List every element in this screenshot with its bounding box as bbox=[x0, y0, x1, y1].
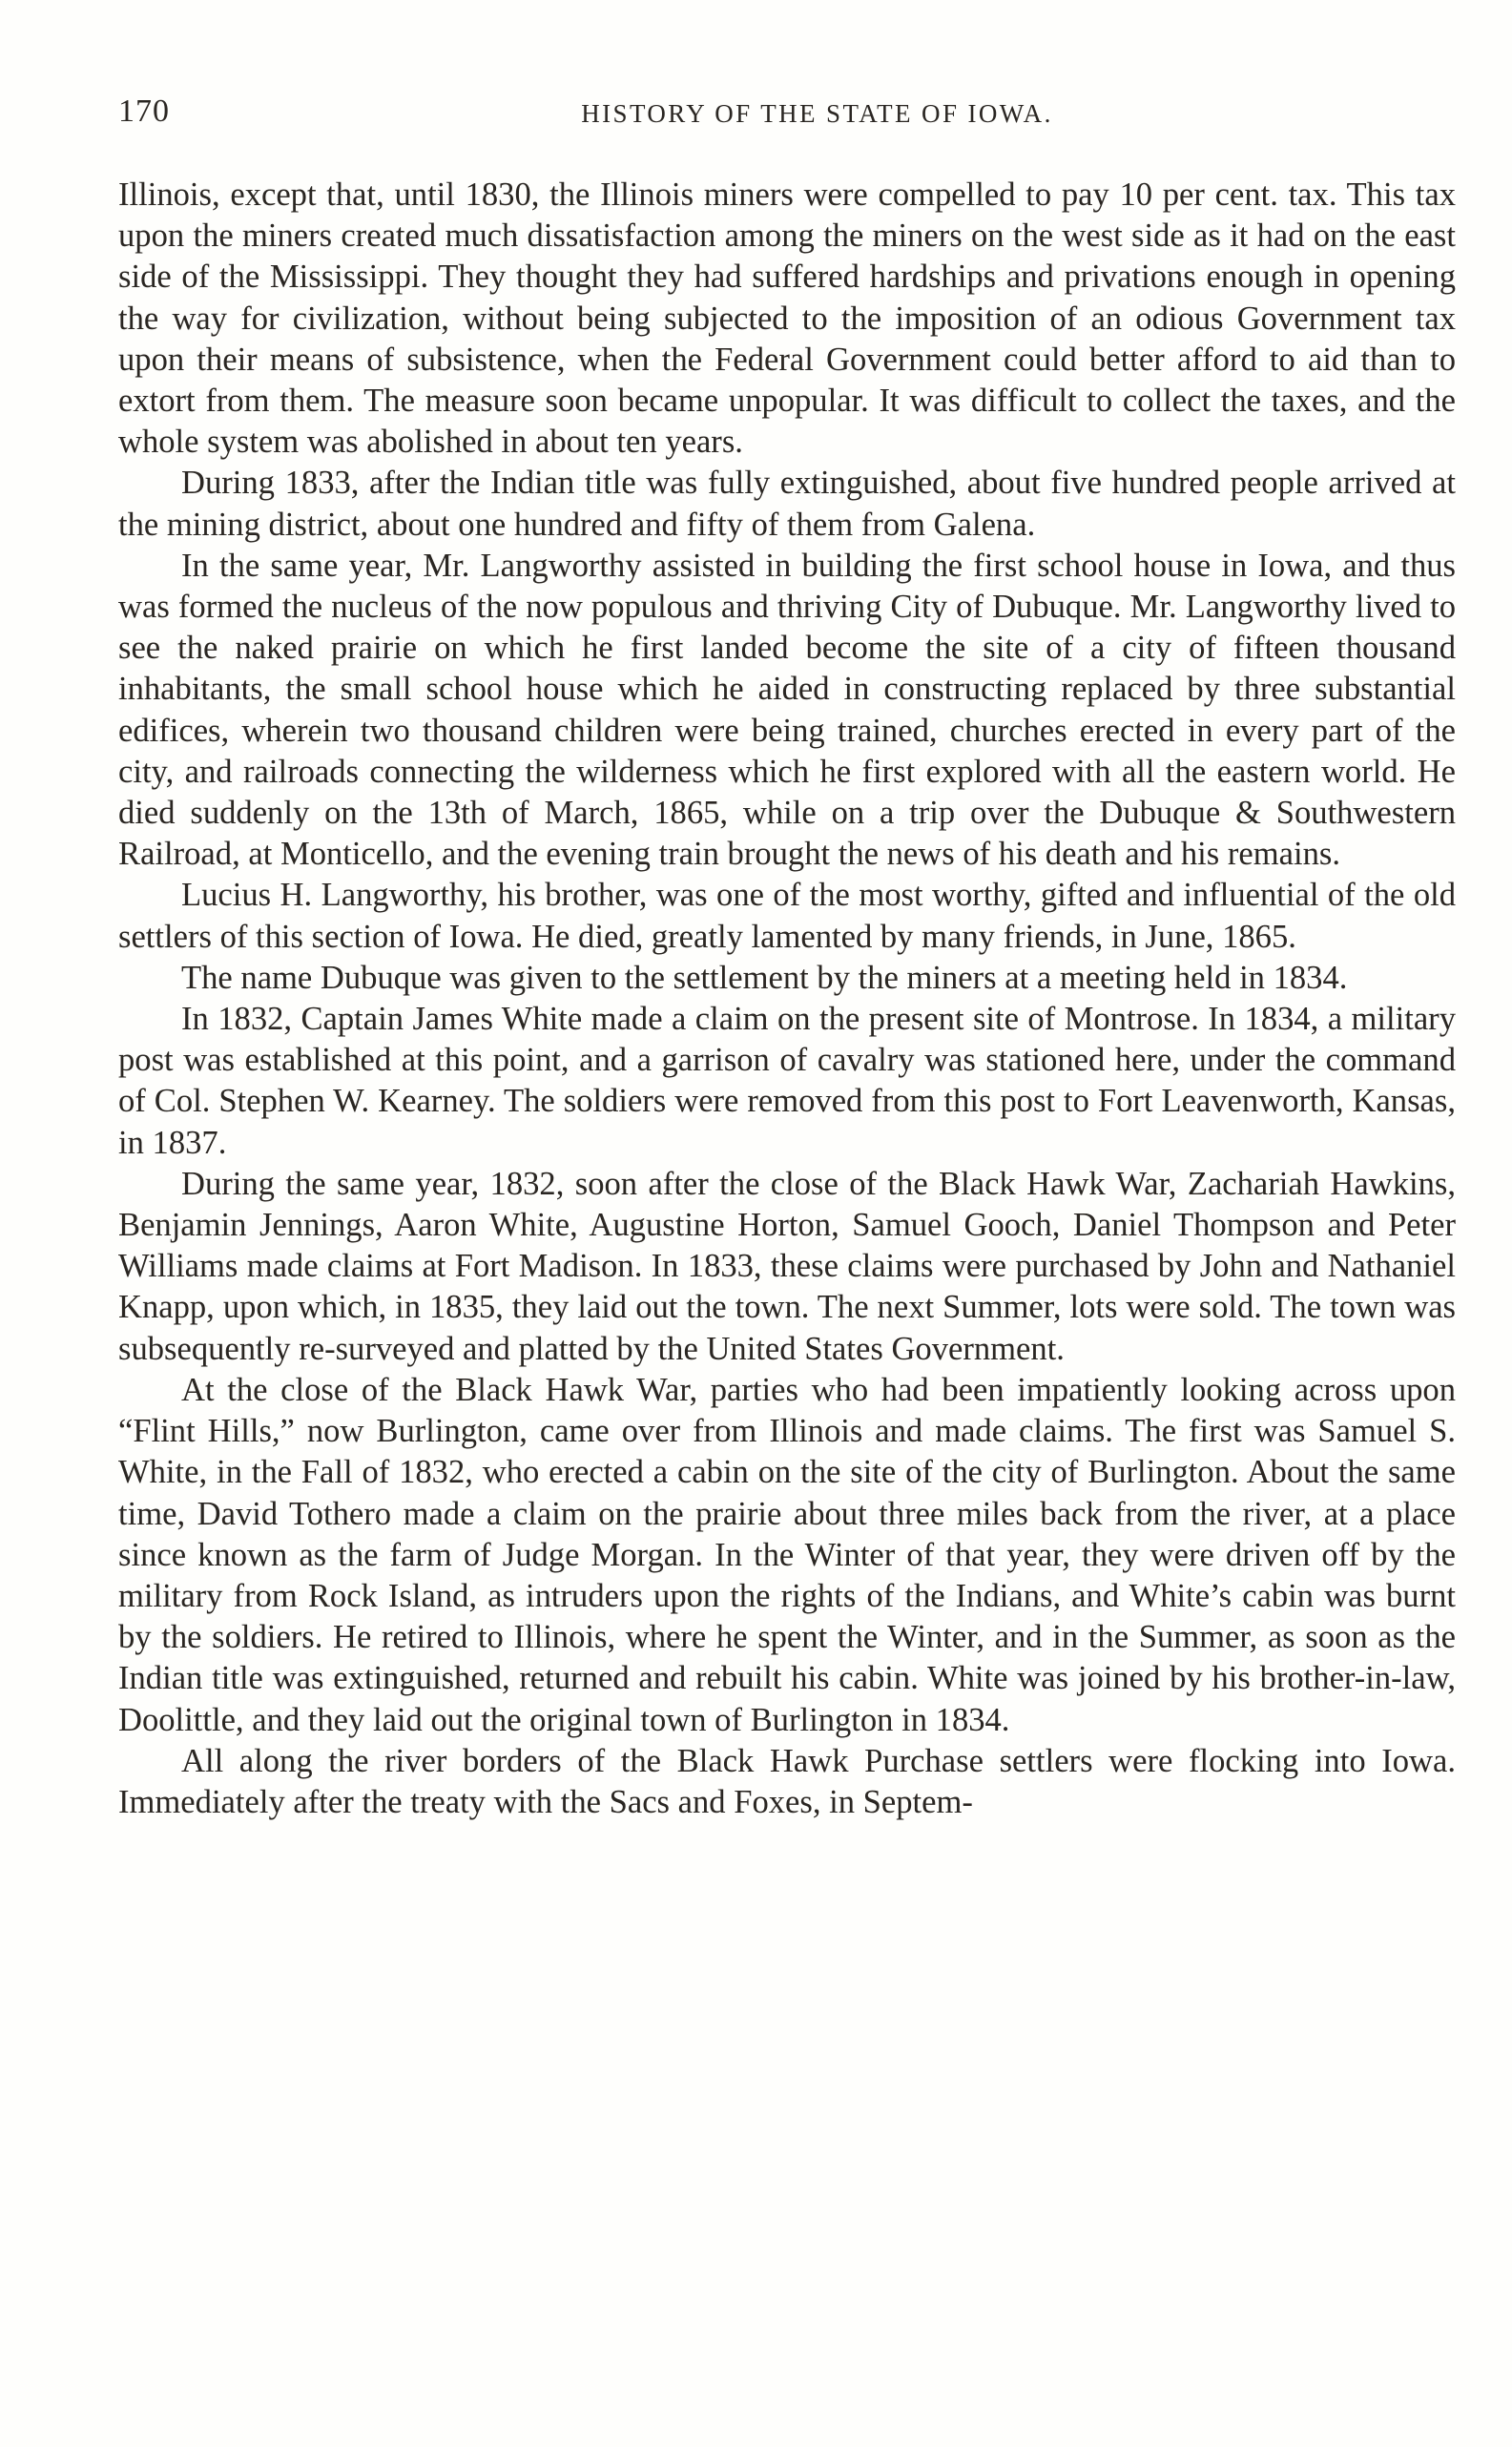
paragraph: In the same year, Mr. Langworthy assisted in building the first school house in Iowa, and thus was formed the nucleus of the now populous and thriving City of Dubuque. Mr. Langworthy lived to see the naked prairie on which he first landed become the site of a city of fifteen thousand inhabitants, the small school house which he aided in constructing replaced by three substantial edifices, wherein two thousand children were being trained, churches erected in every part of the city, and railroads connecting the wilderness which he first explored with all the eastern world. He died suddenly on the 13th of March, 1865, while on a trip over the Dubuque & Southwestern Railroad, at Monticello, and the evening train brought the news of his death and his remains. bbox=[118, 547, 1456, 873]
paragraph: During 1833, after the Indian title was fully extinguished, about five hundred people arrived at the mining district, about one hundred and fifty of them from Galena. bbox=[118, 465, 1456, 543]
paragraph-continued: Illinois, except that, until 1830, the Illinois miners were compelled to pay 10 per cent. tax. This tax upon the miners created much dissatisfaction among the miners on the west side as it had on the east side of the Mississippi. They thought they had suffered hardships and privations enough in opening the way for civilization, without being subjected to the imposition of an odious Government tax upon their means of subsistence, when the Federal Government could better afford to aid than to extort from them. The measure soon became unpopular. It was difficult to collect the taxes, and the whole system was abolished in about ten years. bbox=[118, 176, 1456, 461]
paragraph: At the close of the Black Hawk War, parties who had been impatiently looking across upon “Flint Hills,” now Burlington, came over from Illinois and made claims. The first was Samuel S. White, in the Fall of 1832, who erected a cabin on the site of the city of Burlington. About the same time, David Tothero made a claim on the prairie about three miles back from the river, at a place since known as the farm of Judge Morgan. In the Winter of that year, they were driven off by the military from Rock Island, as intruders upon the rights of the Indians, and White’s cabin was burnt by the soldiers. He retired to Illinois, where he spent the Winter, and in the Summer, as soon as the Indian title was extinguished, returned and rebuilt his cabin. White was joined by his brother-in-law, Doolittle, and they laid out the original town of Burlington in 1834. bbox=[118, 1371, 1456, 1738]
paragraph: All along the river borders of the Black Hawk Purchase settlers were flocking into Iowa. Immediately after the treaty with the Sacs and Foxes, in Septem- bbox=[118, 1742, 1456, 1820]
paragraph: During the same year, 1832, soon after the close of the Black Hawk War, Zachariah Hawkins, Benjamin Jennings, Aaron White, Augustine Horton, Samuel Gooch, Daniel Thompson and Peter Williams made claims at Fort Madison. In 1833, these claims were purchased by John and Nathaniel Knapp, upon which, in 1835, they laid out the town. The next Summer, lots were sold. The town was subsequently re-surveyed and platted by the United States Government. bbox=[118, 1165, 1456, 1367]
page-number: 170 bbox=[118, 93, 170, 129]
running-title: HISTORY OF THE STATE OF IOWA. bbox=[581, 99, 1053, 128]
running-head bbox=[118, 93, 1459, 141]
paragraph: Lucius H. Langworthy, his brother, was one of the most worthy, gifted and influential of the old settlers of this section of Iowa. He died, greatly lamented by many friends, in June, 1865. bbox=[118, 877, 1456, 955]
body-text bbox=[118, 175, 1456, 1823]
paragraph: In 1832, Captain James White made a claim on the present site of Montrose. In 1834, a military post was established at this point, and a garrison of cavalry was stationed here, under the command of Col. Stephen W. Kearney. The soldiers were removed from this post to Fort Leavenworth, Kansas, in 1837. bbox=[118, 1001, 1456, 1161]
paragraph: The name Dubuque was given to the settlement by the miners at a meeting held in 1834. bbox=[181, 959, 1348, 996]
